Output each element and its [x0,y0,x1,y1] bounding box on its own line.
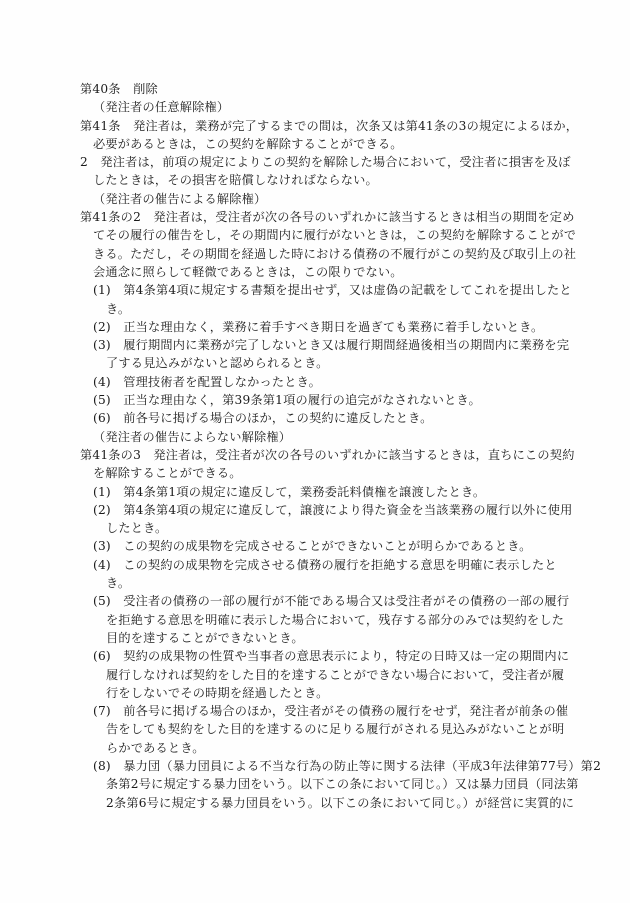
document-line: 行をしないでその時期を経過したとき。 [106,685,329,700]
document-line: 第40条 削除 [80,82,158,96]
document-line: 必要があるときは，この契約を解除することができる。 [93,136,403,151]
document-line: きる。ただし，その期間を経過した時における債務の不履行がこの契約及び取引上の社 [93,246,577,261]
document-line: (1) 第4条第4項に規定する書類を提出せず，又は虚偽の記載をしてこれを提出したと [93,283,572,298]
document-line: き。 [106,301,131,316]
document-line: 条第2号に規定する暴力団をいう。以下この条において同じ。）又は暴力団員（同法第 [106,777,579,792]
document-line: したとき。 [106,521,168,536]
document-line: 会通念に照らして軽微であるときは，この限りでない。 [93,264,403,279]
document-line: (4) 管理技術者を配置しなかったとき。 [93,374,321,389]
document-line: （発注者の任意解除権） [93,100,230,115]
document-line: 2条第6号に規定する暴力団員をいう。以下この条において同じ。）が経営に実質的に [106,795,575,810]
document-line: てその履行の催告をし，その期間内に履行がないときは，この契約を解除することがで [93,228,577,243]
document-line: 第41条 発注者は，業務が完了するまでの間は，次条又は第41条の3の規定によるほか， [80,118,579,133]
document-line: (5) 受注者の債務の一部の履行が不能である場合又は受注者がその債務の一部の履行 [93,594,570,609]
document-line: （発注者の催告によらない解除権） [93,429,292,444]
document-line: (6) 前各号に掲げる場合のほか，この契約に違反したとき。 [93,411,433,426]
document-line: き。 [106,576,131,591]
document-line: (1) 第4条第1項の規定に違反して，業務委託料債権を譲渡したとき。 [93,484,486,499]
document-line: (3) この契約の成果物を完成させることができないことが明らかであるとき。 [93,539,532,554]
document-line: (5) 正当な理由なく，第39条第1項の履行の追完がなされないとき。 [93,393,481,408]
document-line: (7) 前各号に掲げる場合のほか，受注者がその債務の履行をせず，発注者が前条の催 [93,704,569,719]
document-body [80,80,602,812]
document-line: を拒絶する意思を明確に表示した場合において，残存する部分のみでは契約をした [106,612,565,627]
document-line: (2) 正当な理由なく，業務に着手すべき期日を過ぎても業務に着手しないとき。 [93,319,544,334]
document-line: (2) 第4条第4項の規定に違反して，譲渡により得た資金を当該業務の履行以外に使用 [93,502,573,517]
document-line: 2 発注者は，前項の規定によりこの契約を解除した場合において，受注者に損害を及ぼ [80,155,571,170]
document-line: したときは，その損害を賠償しなければならない。 [93,173,378,188]
document-line: 了する見込みがないと認められるとき。 [106,356,329,371]
document-line: らかであるとき。 [106,740,205,755]
document-line: 目的を達することができないとき。 [106,630,304,645]
document-line: （発注者の催告による解除権） [93,191,267,206]
document-line: を解除することができる。 [93,466,242,481]
document-line: (8) 暴力団（暴力団員による不当な行為の防止等に関する法律（平成3年法律第77号）第2 [93,758,602,773]
document-line: 第41条の2 発注者は，受注者が次の各号のいずれかに該当するときは相当の期間を定め [80,210,575,225]
document-line: 第41条の3 発注者は，受注者が次の各号のいずれかに該当するときは，直ちにこの契約 [80,447,575,462]
document-line: (3) 履行期間内に業務が完了しないとき又は履行期間経過後相当の期間内に業務を完 [93,338,570,353]
document-line: (4) この契約の成果物を完成させる債務の履行を拒絶する意思を明確に表示したと [93,557,557,572]
document-line: (6) 契約の成果物の性質や当事者の意思表示により，特定の日時又は一定の期間内に [93,649,570,664]
document-line: 履行しなければ契約をした目的を達することができない場合において，受注者が履 [106,667,565,682]
document-line: 告をしても契約をした目的を達するのに足りる履行がされる見込みがないことが明 [106,722,565,737]
